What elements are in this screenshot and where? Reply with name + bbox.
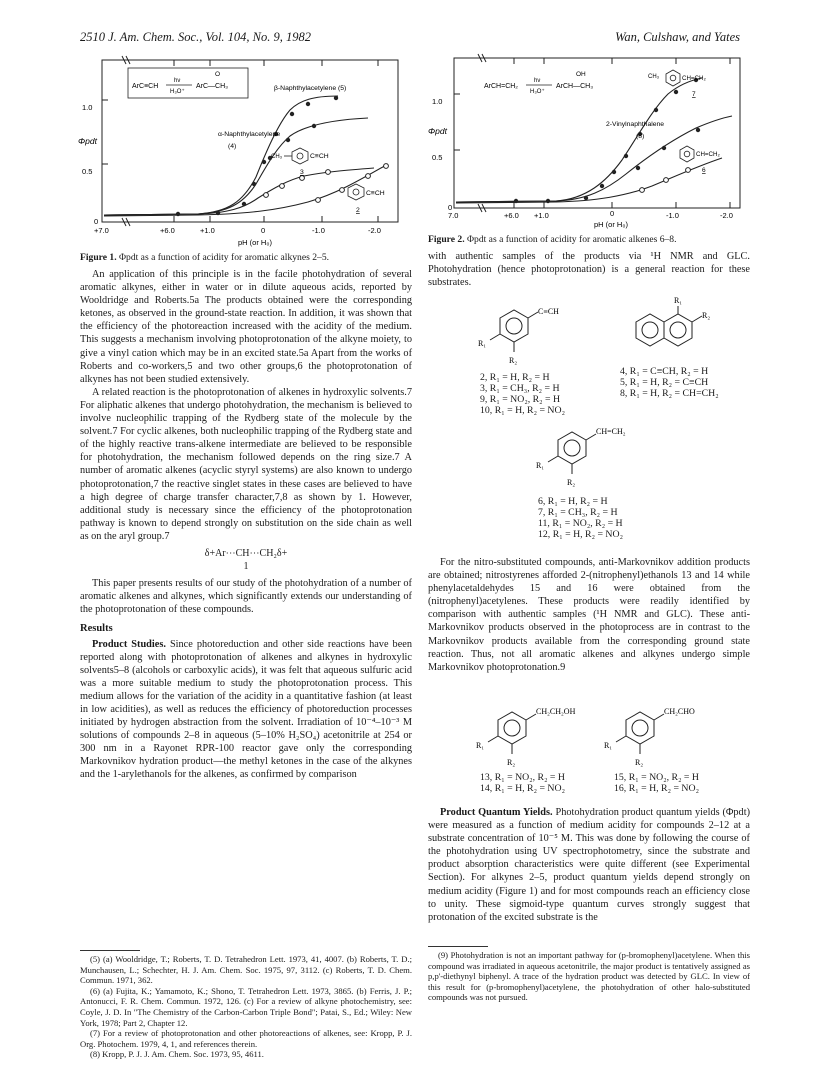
compound-16: 16, R₁ = H, R₂ = NO₂ xyxy=(614,783,699,794)
fig1-xtick-2: +1.0 xyxy=(200,226,215,235)
r2-label-5: R₂ xyxy=(635,758,644,767)
left-column xyxy=(80,268,412,782)
fig1-ylabel: Φpdt xyxy=(78,136,97,146)
figure-1-caption-text: Φpdt as a function of acidity for aromatic alkynes 2–5. xyxy=(119,252,330,263)
fig1-ytick-0: 0 xyxy=(94,217,99,226)
fig1-phenyl-icon xyxy=(348,184,364,200)
fig1-label-phenyl-num: 2 xyxy=(356,207,360,214)
fig2-label-6: 6 xyxy=(702,167,706,174)
fig1-ytick-1: 1.0 xyxy=(82,103,93,112)
sub-chch2: CH=CH₂ xyxy=(596,427,626,436)
fig2-label-naph: 2-Vinylnaphthalene xyxy=(606,121,665,128)
r1-label-4: R₁ xyxy=(476,741,485,750)
compound-6: 6, R₁ = H, R₂ = H xyxy=(538,496,608,507)
figure-2-caption xyxy=(428,234,750,246)
r1-label-2: R₁ xyxy=(674,296,683,305)
equation-1-number: 1 xyxy=(243,561,249,573)
fig2-methylstyrene-icon xyxy=(666,70,680,86)
product-studies-title: Product Studies. xyxy=(92,638,166,650)
figure-2-plot xyxy=(426,52,746,230)
right-paragraph-2: For the nitro-substituted compounds, anti-Markovnikov addition products are obtained; nitrostyrenes afforded 2-(nitrophenyl)ethanols 13 and 14 while phenylacetaldehydes 15 and 16 were obtained from the (nitrophenyl)acetylenes. These products were readily identified by comparison with authentic samples (¹H NMR and GLC). These anti-Markovnikov products observed in the photoprocess are in contrast to the Markovnikov products available from the corresponding ground state reaction. Thus, not all aromatic alkenes and alkynes undergo simple Markovnikov photoprotonation.9 xyxy=(428,557,750,673)
fig2-label-me: CH₃ xyxy=(648,74,660,80)
r2-label-3: R₂ xyxy=(567,478,576,487)
compound-15: 15, R₁ = NO₂, R₂ = H xyxy=(614,772,699,783)
running-header-right: Wan, Culshaw, and Yates xyxy=(615,30,740,44)
r1-label-5: R₁ xyxy=(604,741,613,750)
footnote-5: (5) (a) Wooldridge, T.; Roberts, T. D. Tetrahedron Lett. 1973, 41, 4007. (b) Roberts, T. D.; Munchausen, L.; Schechter, H. J. Am. Chem. Soc. 1975, 97, 3112. (c) Roberts, T. D. Chem. Commun. 1971, 362. xyxy=(80,954,412,986)
fig1-xtick-0: +7.0 xyxy=(94,226,109,235)
compound-13: 13, R₁ = NO₂, R₂ = H xyxy=(480,772,565,783)
fig2-label-7: 7 xyxy=(692,91,696,98)
right-intro xyxy=(428,250,750,289)
fig2-label-ph: CH=CH₂ xyxy=(696,151,720,158)
compound-5: 5, R₁ = H, R₂ = C≡CH xyxy=(620,377,709,388)
fig1-label-tolyl-num: 3 xyxy=(300,169,304,176)
compound-4: 4, R₁ = C≡CH, R₂ = H xyxy=(620,366,709,377)
footnote-rule-right xyxy=(428,946,488,947)
figure-1-plot xyxy=(78,52,410,252)
fig1-xtick-1: +6.0 xyxy=(160,226,175,235)
compound-7: 7, R₁ = CH₃, R₂ = H xyxy=(538,507,618,518)
fig2-xtick-3: 0 xyxy=(610,209,615,218)
fig1-xtick-4: -1.0 xyxy=(312,226,325,235)
right-footnotes xyxy=(428,950,750,1003)
running-header-left: 2510 J. Am. Chem. Soc., Vol. 104, No. 9, 1982 xyxy=(80,30,312,44)
fig2-xtick-0: 7.0 xyxy=(448,211,459,220)
left-paragraph-3: This paper presents results of our study of the photohydration of a number of aromatic alkenes and alkynes, which significantly extends our understanding of the photoprotonation of these compounds. xyxy=(80,578,412,616)
results-heading: Results xyxy=(80,623,113,635)
r1-label-3: R₁ xyxy=(536,461,545,470)
left-footnotes xyxy=(80,954,412,1060)
fig2-reaction-oh: OH xyxy=(576,71,586,78)
fig2-ylabel: Φpdt xyxy=(428,126,447,136)
fig2-reaction-h3o: H₃O⁺ xyxy=(530,89,545,95)
footnote-rule-left xyxy=(80,950,140,951)
structure-naphthalene xyxy=(618,294,718,370)
r2-label-1: R₂ xyxy=(509,356,518,365)
fig1-reaction-h3o: H₃O⁺ xyxy=(170,89,185,95)
figure-2-caption-label: Figure 2. xyxy=(428,234,465,245)
right-paragraph-3: Photohydration product quantum yields (Φpdt) were measured as a function of medium acidity for compounds 2–12 at a substrate concentration of 10⁻⁵ M. This was done by following the course of the photohydration using UV spectrophotometry, since the substrate and product absorption characteristics were quite different (see Experimental Section). For alkynes 2–5, product quantum yields depend strongly on medium acidity (Figure 1) and for most compounds reach an efficiency close to unity. These sigmoid-type quantum curves strongly suggest that protonation of the excited substrate is the xyxy=(428,807,750,923)
right-quantum-yields xyxy=(428,806,750,924)
figure-1-caption xyxy=(80,252,412,264)
compound-3: 3, R₁ = CH₃, R₂ = H xyxy=(480,383,560,394)
fig1-label-alpha: α-Naphthylacetylene xyxy=(218,131,281,138)
fig2-reaction-right: ArCH—CH₃ xyxy=(556,83,594,90)
figure-2-caption-text: Φpdt as a function of acidity for aromatic alkenes 6–8. xyxy=(467,234,677,245)
compound-12: 12, R₁ = H, R₂ = NO₂ xyxy=(538,529,623,540)
structure-acetaldehyde xyxy=(602,700,722,774)
fig1-xtick-5: -2.0 xyxy=(368,226,381,235)
footnote-6: (6) (a) Fujita, K.; Yamamoto, K.; Shono, T. Tetrahedron Lett. 1973, 3865. (b) Ferris, J. P.; Antonucci, F. R. Chem. Commun. 1972, 126. (c) For a review of alkyne photochemistry, see: Coyle, J. D. In "The Chemistry of the Carbon-Carbon Triple Bond"; Patai, S., Ed.; Wiley: New York, 1978; Part 2, Chapter 12. xyxy=(80,985,412,1028)
figure-1-caption-label: Figure 1. xyxy=(80,252,117,263)
fig1-label-tolyl: C≡CH xyxy=(310,153,329,160)
sub-ch2cho: CH₂CHO xyxy=(664,707,695,716)
compound-list-3 xyxy=(538,496,623,540)
fig2-ytick-1: 1.0 xyxy=(432,97,443,106)
structure-phenylacetylene xyxy=(476,296,576,376)
fig1-reaction-o: O xyxy=(215,71,221,78)
right-paragraph-1: with authentic samples of the products via ¹H NMR and GLC. Photohydration (hence photoprotonation) is a general reaction for these substrates. xyxy=(428,251,750,289)
fig1-label-beta: β-Naphthylacetylene (5) xyxy=(274,85,347,92)
compound-8: 8, R₁ = H, R₂ = CH=CH₂ xyxy=(620,388,719,399)
fig2-xtick-4: -1.0 xyxy=(666,211,679,220)
fig2-styrene-icon xyxy=(680,146,694,162)
fig2-xtick-1: +6.0 xyxy=(504,211,519,220)
compound-list-1 xyxy=(480,372,565,416)
fig1-reaction-left: ArC≡CH xyxy=(132,83,159,90)
quantum-yields-title: Product Quantum Yields. xyxy=(440,807,553,818)
structure-styrene xyxy=(534,418,654,498)
fig1-label-phenyl: C≡CH xyxy=(366,190,385,197)
fig2-reaction-left: ArCH=CH₂ xyxy=(484,83,519,90)
compound-list-4 xyxy=(480,772,565,794)
right-anti-markovnikov xyxy=(428,556,750,674)
compound-list-2 xyxy=(620,366,719,399)
fig1-label-alpha-num: (4) xyxy=(228,143,237,150)
footnote-8: (8) Kropp, P. J. J. Am. Chem. Soc. 1973, 95, 4611. xyxy=(90,1049,264,1060)
compound-14: 14, R₁ = H, R₂ = NO₂ xyxy=(480,783,565,794)
fig2-label-naph-num: (8) xyxy=(636,133,645,140)
fig1-tolyl-icon xyxy=(284,148,308,164)
fig2-label-vinyl: CH=CH₂ xyxy=(682,75,706,82)
footnote-7: (7) For a review of photoprotonation and other photoreactions of alkenes, see: Kropp, P. J. Org. Photochem. 1979, 4, 1, and references therein. xyxy=(80,1028,412,1049)
fig2-xtick-2: +1.0 xyxy=(534,211,549,220)
compound-list-5 xyxy=(614,772,699,794)
structure-ethanol xyxy=(474,700,594,774)
fig1-reaction-right: ArC—CH₃ xyxy=(196,83,229,90)
compound-10: 10, R₁ = H, R₂ = NO₂ xyxy=(480,405,565,416)
fig1-reaction-hv: hν xyxy=(174,78,181,84)
equation-1 xyxy=(80,547,412,573)
equation-1-formula: δ+Ar⋯CH⋯CH₂δ+ xyxy=(204,547,288,559)
fig1-ytick-05: 0.5 xyxy=(82,167,93,176)
fig1-xtick-3: 0 xyxy=(261,226,266,235)
r1-label-1: R₁ xyxy=(478,339,487,348)
sub-ch2ch2oh: CH₂CH₂OH xyxy=(536,707,576,716)
svg-text:CH₃: CH₃ xyxy=(271,154,283,160)
fig1-xlabel: pH (or H₀) xyxy=(238,238,272,247)
fig2-xtick-5: -2.0 xyxy=(720,211,733,220)
fig2-ytick-0: 0 xyxy=(448,203,453,212)
sub-cch-1: C≡CH xyxy=(538,307,559,316)
fig2-xlabel: pH (or H₀) xyxy=(594,220,628,229)
left-paragraph-1: An application of this principle is in the facile photohydration of several aromatic alkynes, either in water or in dilute aqueous acids, reported by Wooldridge and Roberts.5a The products obtained were the corresponding ketones, as observed in the ground-state reaction. In addition, it was shown that the efficiency of the photoreaction increased with the acidity of the medium. This suggests a mechanism involving photoprotonation of the alkyne moiety, to give a vinyl cation which may be in an excited state.5a Apart from the works of Roberts and co-workers,5 and two other groups,6 the photoprotonation of alkynes has not been studied extensively. xyxy=(80,269,412,385)
compound-9: 9, R₁ = NO₂, R₂ = H xyxy=(480,394,561,405)
compound-2: 2, R₁ = H, R₂ = H xyxy=(480,372,550,383)
left-paragraph-2: A related reaction is the photoprotonation of alkenes in hydroxylic solvents.7 For aliphatic alkenes that undergo photohydration, the mechanism is believed to involve nucleophilic trapping of the Rydberg state of the molecule by the solvent.7 For cyclic alkenes, both nucleophilic trapping of the Rydberg state and of the highly reactive trans-alkene intermediate are believed to be responsible for photohydration, the mechanism followed depends on the ring size.7 A number of aromatic alkenes (acyclic styryl systems) are also known to undergo photoprotonation,7 the reactive singlet states in these cases are believed to have a high degree of charge transfer character,7,8 as shown by 1. However, additional study is necessary since the efficiency of the photoprotonation pathway is known to depend strongly on substitution on the side chain as well as on the aryl group.7 xyxy=(80,386,412,542)
compound-11: 11, R₁ = NO₂, R₂ = H xyxy=(538,518,623,529)
fig2-ytick-05: 0.5 xyxy=(432,153,443,162)
r2-label-4: R₂ xyxy=(507,758,516,767)
footnote-9: (9) Photohydration is not an important pathway for (p-bromophenyl)acetylene. When this compound was irradiated in aqueous acetonitrile, the major product is tentatively assigned as p,p'-diethynyl biphenyl. A trace of the hydration product was detected by GLC. In view of this result for (p-bromophenyl)acetylene, the photohydration of other halo-substituted compounds was not pursued. xyxy=(428,950,750,1003)
fig2-reaction-hv: hν xyxy=(534,78,541,84)
left-paragraph-4: Since photoreduction and other side reactions have been reported along with photoprotonation of alkenes and alkynes in hydroxylic solvents5–8 (alcohols or carboxylic acids), it was felt that aqueous sulfuric acid was a more suitable medium to study the photoprotonation process. This medium allows for the variation of the acidity in a quantitative fashion (at least in low acidities), as well as reduces the efficiency of photoreduction processes initiated by hydrogen abstraction from the solvent. Irradiation of 10⁻⁴–10⁻³ M solutions of compounds 2–8 in aqueous (5–10% H₂SO₄) acetonitrile at 254 or 300 nm in a Rayonet RPR-100 reactor gave only the corresponding Markovnikov hydration product—the methyl ketones in the case of the alkynes and the 1-arylethanols for the alkenes, as confirmed by comparison xyxy=(80,638,412,781)
r2-label-2: R₂ xyxy=(702,311,711,320)
